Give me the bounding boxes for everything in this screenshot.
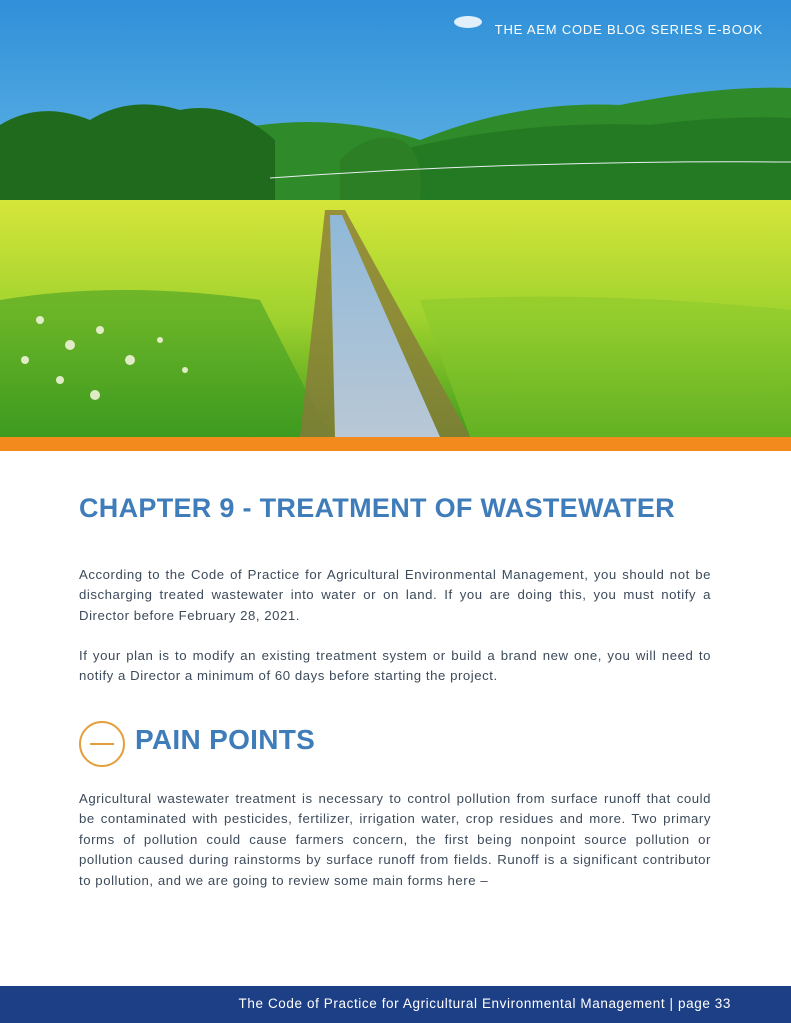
orange-divider: [0, 437, 791, 451]
chapter-paragraph-1: According to the Code of Practice for Agricultural Environmental Management, you should not be discharging treated wastewater into water or on land. If you are doing this, you must notify a Director before February 28, 2021.: [79, 567, 711, 623]
footer-text: The Code of Practice for Agricultural Environmental Management | page 33: [238, 996, 731, 1011]
page-footer: [0, 986, 791, 1023]
pain-points-title: PAIN POINTS: [135, 724, 316, 755]
farm-field-ditch-illustration: [0, 0, 791, 437]
hero-image: [0, 0, 791, 437]
chapter-title: CHAPTER 9 - TREATMENT OF WASTEWATER: [79, 493, 675, 523]
minus-circle-icon: [79, 721, 125, 767]
pain-points-paragraph: Agricultural wastewater treatment is necessary to control pollution from surface runoff that could be contaminated with pesticides, fertilizer, irrigation water, crop residues and more. Two primary forms of pollution could cause farmers concern, the first being nonpoint source pollution or pollution caused during rainstorms by surface runoff from fields. Runoff is a significant contributor to pollution, and we are going to review some main forms here –: [79, 791, 711, 888]
chapter-paragraph-2: If your plan is to modify an existing treatment system or build a brand new one, you will need to notify a Director a minimum of 60 days before starting the project.: [79, 648, 711, 684]
series-title: THE AEM CODE BLOG SERIES E-BOOK: [494, 22, 763, 37]
